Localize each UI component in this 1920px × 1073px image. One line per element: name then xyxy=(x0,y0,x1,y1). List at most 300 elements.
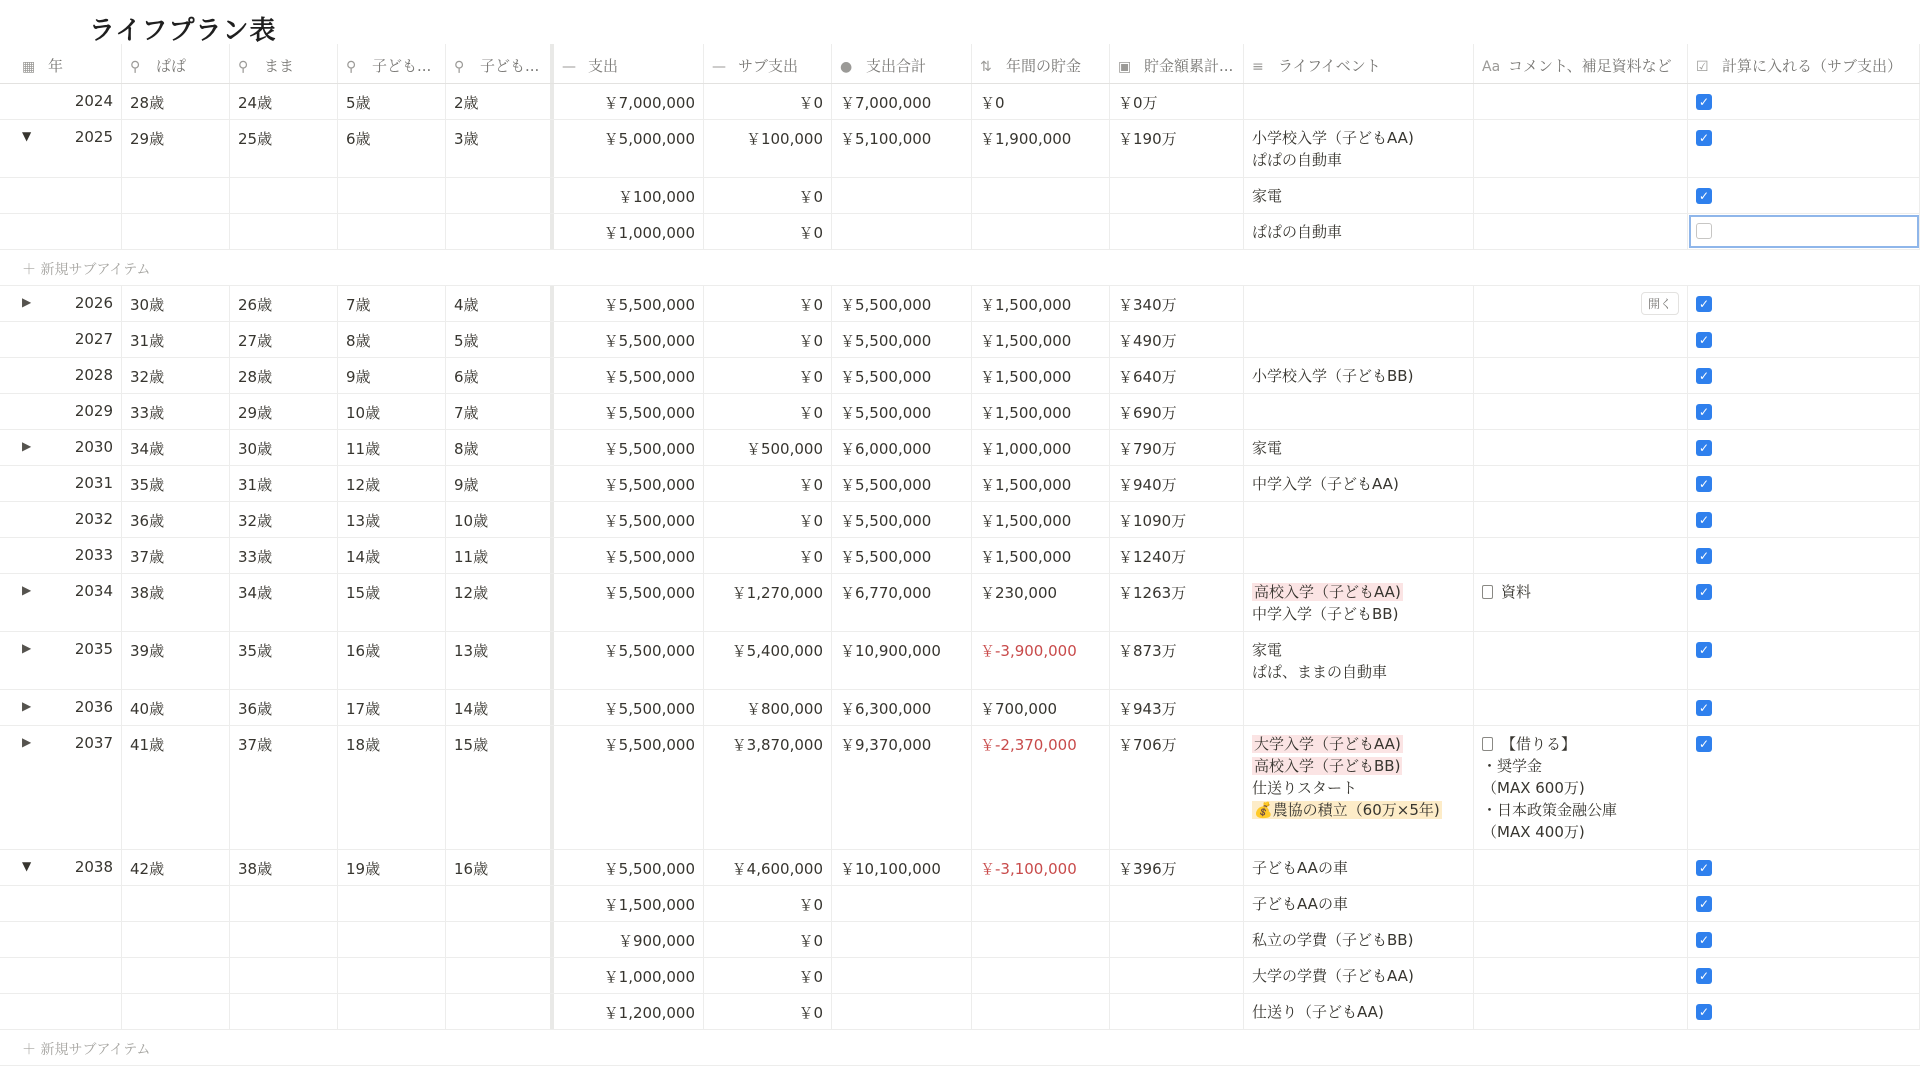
cell-cum[interactable] xyxy=(1110,994,1244,1029)
cell-exp[interactable] xyxy=(554,994,704,1029)
cell-events[interactable] xyxy=(1244,502,1474,537)
cell-c2[interactable] xyxy=(446,690,554,725)
cell-year[interactable] xyxy=(14,286,122,321)
cell-mama[interactable] xyxy=(230,502,338,537)
cell-c2[interactable] xyxy=(446,502,554,537)
cell-cum[interactable] xyxy=(1110,502,1244,537)
cell-year[interactable] xyxy=(14,178,122,213)
cell-mama[interactable] xyxy=(230,922,338,957)
cell-papa[interactable] xyxy=(122,178,230,213)
column-header-9[interactable] xyxy=(972,44,1110,83)
cell-sub[interactable] xyxy=(704,214,832,249)
cell-save[interactable] xyxy=(972,632,1110,689)
cell-comment[interactable] xyxy=(1474,394,1688,429)
cell-save[interactable] xyxy=(972,84,1110,119)
cell-save[interactable] xyxy=(972,358,1110,393)
expand-toggle-icon[interactable]: ▶ xyxy=(22,641,32,655)
cell-mama[interactable] xyxy=(230,958,338,993)
cell-papa[interactable] xyxy=(122,466,230,501)
include-checkbox[interactable]: ✓ xyxy=(1696,512,1712,528)
cell-save[interactable] xyxy=(972,886,1110,921)
cell-comment[interactable] xyxy=(1474,84,1688,119)
cell-checked[interactable] xyxy=(1688,690,1920,725)
cell-sub[interactable] xyxy=(704,394,832,429)
cell-mama[interactable] xyxy=(230,726,338,849)
cell-year[interactable] xyxy=(14,574,122,631)
cell-comment[interactable] xyxy=(1474,994,1688,1029)
cell-exp[interactable] xyxy=(554,886,704,921)
cell-comment[interactable] xyxy=(1474,922,1688,957)
cell-mama[interactable] xyxy=(230,466,338,501)
cell-total[interactable] xyxy=(832,726,972,849)
cell-mama[interactable] xyxy=(230,214,338,249)
column-header-2[interactable] xyxy=(122,44,230,83)
collapse-toggle-icon[interactable]: ▼ xyxy=(22,859,32,873)
cell-comment[interactable] xyxy=(1474,690,1688,725)
cell-mama[interactable] xyxy=(230,120,338,177)
cell-events[interactable] xyxy=(1244,726,1474,849)
cell-mama[interactable] xyxy=(230,574,338,631)
cell-year[interactable] xyxy=(14,850,122,885)
cell-papa[interactable] xyxy=(122,430,230,465)
cell-papa[interactable] xyxy=(122,286,230,321)
cell-c2[interactable] xyxy=(446,726,554,849)
new-subitem-button[interactable] xyxy=(0,250,1920,286)
cell-checked[interactable] xyxy=(1688,394,1920,429)
cell-mama[interactable] xyxy=(230,632,338,689)
cell-mama[interactable] xyxy=(230,178,338,213)
cell-c1[interactable] xyxy=(338,690,446,725)
cell-exp[interactable] xyxy=(554,286,704,321)
cell-exp[interactable] xyxy=(554,120,704,177)
include-checkbox[interactable]: ✓ xyxy=(1696,584,1712,600)
cell-c1[interactable] xyxy=(338,178,446,213)
cell-events[interactable] xyxy=(1244,922,1474,957)
cell-c2[interactable] xyxy=(446,84,554,119)
cell-mama[interactable] xyxy=(230,886,338,921)
cell-cum[interactable] xyxy=(1110,394,1244,429)
cell-events[interactable] xyxy=(1244,214,1474,249)
cell-mama[interactable] xyxy=(230,358,338,393)
cell-papa[interactable] xyxy=(122,502,230,537)
cell-sub[interactable] xyxy=(704,502,832,537)
include-checkbox[interactable]: ✓ xyxy=(1696,332,1712,348)
cell-year[interactable] xyxy=(14,922,122,957)
cell-c2[interactable] xyxy=(446,322,554,357)
cell-c2[interactable] xyxy=(446,632,554,689)
cell-year[interactable] xyxy=(14,538,122,573)
cell-total[interactable] xyxy=(832,214,972,249)
include-checkbox[interactable]: ✓ xyxy=(1696,896,1712,912)
cell-total[interactable] xyxy=(832,286,972,321)
cell-save[interactable] xyxy=(972,466,1110,501)
cell-save[interactable] xyxy=(972,958,1110,993)
cell-events[interactable] xyxy=(1244,120,1474,177)
cell-mama[interactable] xyxy=(230,394,338,429)
cell-comment[interactable] xyxy=(1474,502,1688,537)
include-checkbox[interactable]: ✓ xyxy=(1696,368,1712,384)
cell-year[interactable] xyxy=(14,994,122,1029)
cell-c2[interactable] xyxy=(446,574,554,631)
column-header-7[interactable] xyxy=(704,44,832,83)
cell-checked[interactable] xyxy=(1688,178,1920,213)
column-header-11[interactable] xyxy=(1244,44,1474,83)
cell-comment[interactable] xyxy=(1474,538,1688,573)
cell-year[interactable] xyxy=(14,214,122,249)
cell-sub[interactable] xyxy=(704,726,832,849)
expand-toggle-icon[interactable]: ▶ xyxy=(22,735,32,749)
cell-save[interactable] xyxy=(972,502,1110,537)
cell-papa[interactable] xyxy=(122,922,230,957)
cell-c1[interactable] xyxy=(338,502,446,537)
cell-total[interactable] xyxy=(832,358,972,393)
cell-checked[interactable] xyxy=(1688,430,1920,465)
cell-year[interactable] xyxy=(14,466,122,501)
cell-save[interactable] xyxy=(972,286,1110,321)
cell-c2[interactable] xyxy=(446,286,554,321)
cell-total[interactable] xyxy=(832,466,972,501)
cell-checked[interactable] xyxy=(1688,632,1920,689)
cell-save[interactable] xyxy=(972,322,1110,357)
cell-exp[interactable] xyxy=(554,214,704,249)
cell-exp[interactable] xyxy=(554,394,704,429)
cell-c1[interactable] xyxy=(338,538,446,573)
cell-c1[interactable] xyxy=(338,214,446,249)
cell-exp[interactable] xyxy=(554,84,704,119)
cell-papa[interactable] xyxy=(122,690,230,725)
include-checkbox[interactable]: ✓ xyxy=(1696,94,1712,110)
cell-events[interactable] xyxy=(1244,690,1474,725)
include-checkbox[interactable]: ✓ xyxy=(1696,700,1712,716)
cell-total[interactable] xyxy=(832,850,972,885)
cell-exp[interactable] xyxy=(554,632,704,689)
cell-exp[interactable] xyxy=(554,574,704,631)
column-header-5[interactable] xyxy=(446,44,554,83)
column-header-10[interactable] xyxy=(1110,44,1244,83)
cell-cum[interactable] xyxy=(1110,430,1244,465)
cell-total[interactable] xyxy=(832,994,972,1029)
cell-checked[interactable] xyxy=(1688,922,1920,957)
cell-papa[interactable] xyxy=(122,958,230,993)
include-checkbox[interactable]: ✓ xyxy=(1696,932,1712,948)
cell-events[interactable] xyxy=(1244,394,1474,429)
column-header-8[interactable] xyxy=(832,44,972,83)
cell-checked[interactable] xyxy=(1688,84,1920,119)
cell-exp[interactable] xyxy=(554,850,704,885)
cell-c1[interactable] xyxy=(338,358,446,393)
cell-checked[interactable] xyxy=(1688,850,1920,885)
cell-year[interactable] xyxy=(14,430,122,465)
cell-papa[interactable] xyxy=(122,726,230,849)
cell-total[interactable] xyxy=(832,178,972,213)
cell-checked[interactable] xyxy=(1688,958,1920,993)
cell-sub[interactable] xyxy=(704,922,832,957)
cell-c1[interactable] xyxy=(338,632,446,689)
include-checkbox[interactable]: ✓ xyxy=(1696,736,1712,752)
cell-total[interactable] xyxy=(832,502,972,537)
cell-checked[interactable] xyxy=(1688,322,1920,357)
cell-c1[interactable] xyxy=(338,394,446,429)
cell-c1[interactable] xyxy=(338,430,446,465)
cell-papa[interactable] xyxy=(122,574,230,631)
cell-mama[interactable] xyxy=(230,994,338,1029)
cell-comment[interactable] xyxy=(1474,726,1688,849)
column-header-1[interactable] xyxy=(14,44,122,83)
collapse-toggle-icon[interactable]: ▼ xyxy=(22,129,32,143)
cell-cum[interactable] xyxy=(1110,120,1244,177)
cell-total[interactable] xyxy=(832,538,972,573)
cell-comment[interactable] xyxy=(1474,958,1688,993)
cell-exp[interactable] xyxy=(554,726,704,849)
cell-cum[interactable] xyxy=(1110,922,1244,957)
cell-papa[interactable] xyxy=(122,358,230,393)
cell-comment[interactable] xyxy=(1474,466,1688,501)
cell-c2[interactable] xyxy=(446,958,554,993)
include-checkbox[interactable]: ✓ xyxy=(1696,440,1712,456)
cell-year[interactable] xyxy=(14,886,122,921)
cell-save[interactable] xyxy=(972,726,1110,849)
cell-checked[interactable] xyxy=(1688,358,1920,393)
include-checkbox[interactable]: ✓ xyxy=(1696,404,1712,420)
cell-cum[interactable] xyxy=(1110,358,1244,393)
cell-total[interactable] xyxy=(832,958,972,993)
cell-papa[interactable] xyxy=(122,120,230,177)
cell-checked[interactable] xyxy=(1688,286,1920,321)
cell-cum[interactable] xyxy=(1110,850,1244,885)
cell-save[interactable] xyxy=(972,850,1110,885)
cell-exp[interactable] xyxy=(554,690,704,725)
cell-exp[interactable] xyxy=(554,958,704,993)
cell-mama[interactable] xyxy=(230,430,338,465)
cell-cum[interactable] xyxy=(1110,214,1244,249)
cell-year[interactable] xyxy=(14,322,122,357)
expand-toggle-icon[interactable]: ▶ xyxy=(22,699,32,713)
cell-cum[interactable] xyxy=(1110,632,1244,689)
cell-sub[interactable] xyxy=(704,466,832,501)
cell-sub[interactable] xyxy=(704,358,832,393)
cell-save[interactable] xyxy=(972,538,1110,573)
cell-events[interactable] xyxy=(1244,466,1474,501)
cell-year[interactable] xyxy=(14,958,122,993)
cell-sub[interactable] xyxy=(704,430,832,465)
cell-year[interactable] xyxy=(14,394,122,429)
cell-total[interactable] xyxy=(832,690,972,725)
cell-mama[interactable] xyxy=(230,286,338,321)
cell-papa[interactable] xyxy=(122,394,230,429)
cell-papa[interactable] xyxy=(122,994,230,1029)
cell-c2[interactable] xyxy=(446,850,554,885)
cell-comment[interactable] xyxy=(1474,358,1688,393)
cell-exp[interactable] xyxy=(554,538,704,573)
cell-cum[interactable] xyxy=(1110,690,1244,725)
cell-comment[interactable] xyxy=(1474,120,1688,177)
cell-c1[interactable] xyxy=(338,286,446,321)
cell-year[interactable] xyxy=(14,502,122,537)
cell-sub[interactable] xyxy=(704,690,832,725)
cell-exp[interactable] xyxy=(554,502,704,537)
cell-events[interactable] xyxy=(1244,286,1474,321)
cell-checked[interactable] xyxy=(1688,726,1920,849)
cell-comment[interactable] xyxy=(1474,178,1688,213)
cell-c1[interactable] xyxy=(338,466,446,501)
cell-sub[interactable] xyxy=(704,322,832,357)
cell-year[interactable] xyxy=(14,84,122,119)
cell-checked[interactable] xyxy=(1688,886,1920,921)
cell-mama[interactable] xyxy=(230,538,338,573)
cell-comment[interactable] xyxy=(1474,886,1688,921)
cell-c1[interactable] xyxy=(338,922,446,957)
cell-year[interactable] xyxy=(14,358,122,393)
cell-cum[interactable] xyxy=(1110,178,1244,213)
cell-checked[interactable] xyxy=(1688,994,1920,1029)
cell-total[interactable] xyxy=(832,922,972,957)
cell-sub[interactable] xyxy=(704,286,832,321)
cell-sub[interactable] xyxy=(704,574,832,631)
cell-mama[interactable] xyxy=(230,322,338,357)
cell-total[interactable] xyxy=(832,120,972,177)
cell-cum[interactable] xyxy=(1110,574,1244,631)
cell-c1[interactable] xyxy=(338,958,446,993)
cell-c1[interactable] xyxy=(338,120,446,177)
cell-checked[interactable] xyxy=(1688,214,1920,249)
cell-save[interactable] xyxy=(972,430,1110,465)
cell-papa[interactable] xyxy=(122,84,230,119)
cell-year[interactable] xyxy=(14,726,122,849)
cell-sub[interactable] xyxy=(704,994,832,1029)
cell-cum[interactable] xyxy=(1110,466,1244,501)
cell-cum[interactable] xyxy=(1110,726,1244,849)
cell-exp[interactable] xyxy=(554,322,704,357)
cell-papa[interactable] xyxy=(122,886,230,921)
cell-year[interactable] xyxy=(14,120,122,177)
cell-c2[interactable] xyxy=(446,394,554,429)
cell-comment[interactable] xyxy=(1474,322,1688,357)
cell-save[interactable] xyxy=(972,690,1110,725)
include-checkbox[interactable] xyxy=(1696,223,1712,239)
cell-papa[interactable] xyxy=(122,538,230,573)
cell-c2[interactable] xyxy=(446,994,554,1029)
include-checkbox[interactable]: ✓ xyxy=(1696,296,1712,312)
cell-save[interactable] xyxy=(972,120,1110,177)
cell-total[interactable] xyxy=(832,574,972,631)
include-checkbox[interactable]: ✓ xyxy=(1696,188,1712,204)
cell-c1[interactable] xyxy=(338,994,446,1029)
cell-events[interactable] xyxy=(1244,632,1474,689)
cell-sub[interactable] xyxy=(704,84,832,119)
cell-events[interactable] xyxy=(1244,574,1474,631)
cell-total[interactable] xyxy=(832,430,972,465)
cell-events[interactable] xyxy=(1244,886,1474,921)
include-checkbox[interactable]: ✓ xyxy=(1696,860,1712,876)
include-checkbox[interactable]: ✓ xyxy=(1696,968,1712,984)
cell-c2[interactable] xyxy=(446,178,554,213)
cell-mama[interactable] xyxy=(230,84,338,119)
cell-exp[interactable] xyxy=(554,430,704,465)
cell-sub[interactable] xyxy=(704,632,832,689)
cell-c2[interactable] xyxy=(446,358,554,393)
include-checkbox[interactable]: ✓ xyxy=(1696,476,1712,492)
cell-year[interactable] xyxy=(14,632,122,689)
cell-cum[interactable] xyxy=(1110,958,1244,993)
cell-cum[interactable] xyxy=(1110,322,1244,357)
cell-save[interactable] xyxy=(972,394,1110,429)
cell-exp[interactable] xyxy=(554,466,704,501)
column-header-3[interactable] xyxy=(230,44,338,83)
cell-events[interactable] xyxy=(1244,178,1474,213)
cell-save[interactable] xyxy=(972,178,1110,213)
cell-total[interactable] xyxy=(832,322,972,357)
cell-events[interactable] xyxy=(1244,994,1474,1029)
cell-mama[interactable] xyxy=(230,690,338,725)
new-subitem-button[interactable] xyxy=(0,1030,1920,1066)
cell-events[interactable] xyxy=(1244,322,1474,357)
cell-events[interactable] xyxy=(1244,958,1474,993)
cell-sub[interactable] xyxy=(704,120,832,177)
cell-cum[interactable] xyxy=(1110,886,1244,921)
cell-papa[interactable] xyxy=(122,214,230,249)
cell-c2[interactable] xyxy=(446,214,554,249)
cell-events[interactable] xyxy=(1244,538,1474,573)
cell-total[interactable] xyxy=(832,394,972,429)
expand-toggle-icon[interactable]: ▶ xyxy=(22,439,32,453)
cell-comment[interactable] xyxy=(1474,850,1688,885)
cell-events[interactable] xyxy=(1244,430,1474,465)
cell-sub[interactable] xyxy=(704,538,832,573)
cell-checked[interactable] xyxy=(1688,120,1920,177)
cell-checked[interactable] xyxy=(1688,574,1920,631)
cell-c1[interactable] xyxy=(338,886,446,921)
cell-c1[interactable] xyxy=(338,322,446,357)
cell-exp[interactable] xyxy=(554,922,704,957)
cell-save[interactable] xyxy=(972,994,1110,1029)
cell-comment[interactable] xyxy=(1474,632,1688,689)
column-header-4[interactable] xyxy=(338,44,446,83)
cell-mama[interactable] xyxy=(230,850,338,885)
cell-c2[interactable] xyxy=(446,538,554,573)
cell-total[interactable] xyxy=(832,632,972,689)
cell-exp[interactable] xyxy=(554,178,704,213)
cell-sub[interactable] xyxy=(704,886,832,921)
cell-c2[interactable] xyxy=(446,466,554,501)
cell-sub[interactable] xyxy=(704,850,832,885)
cell-checked[interactable] xyxy=(1688,466,1920,501)
cell-c2[interactable] xyxy=(446,120,554,177)
cell-total[interactable] xyxy=(832,84,972,119)
cell-comment[interactable] xyxy=(1474,430,1688,465)
cell-checked[interactable] xyxy=(1688,538,1920,573)
cell-total[interactable] xyxy=(832,886,972,921)
cell-exp[interactable] xyxy=(554,358,704,393)
cell-c1[interactable] xyxy=(338,574,446,631)
cell-comment[interactable] xyxy=(1474,286,1688,321)
cell-c2[interactable] xyxy=(446,430,554,465)
column-header-12[interactable] xyxy=(1474,44,1688,83)
cell-events[interactable] xyxy=(1244,84,1474,119)
include-checkbox[interactable]: ✓ xyxy=(1696,642,1712,658)
cell-papa[interactable] xyxy=(122,850,230,885)
cell-events[interactable] xyxy=(1244,358,1474,393)
include-checkbox[interactable]: ✓ xyxy=(1696,130,1712,146)
cell-cum[interactable] xyxy=(1110,538,1244,573)
cell-sub[interactable] xyxy=(704,178,832,213)
cell-comment[interactable] xyxy=(1474,574,1688,631)
cell-cum[interactable] xyxy=(1110,286,1244,321)
cell-c1[interactable] xyxy=(338,726,446,849)
cell-sub[interactable] xyxy=(704,958,832,993)
open-button[interactable]: 開く xyxy=(1641,292,1679,315)
column-header-13[interactable] xyxy=(1688,44,1920,83)
expand-toggle-icon[interactable]: ▶ xyxy=(22,295,32,309)
